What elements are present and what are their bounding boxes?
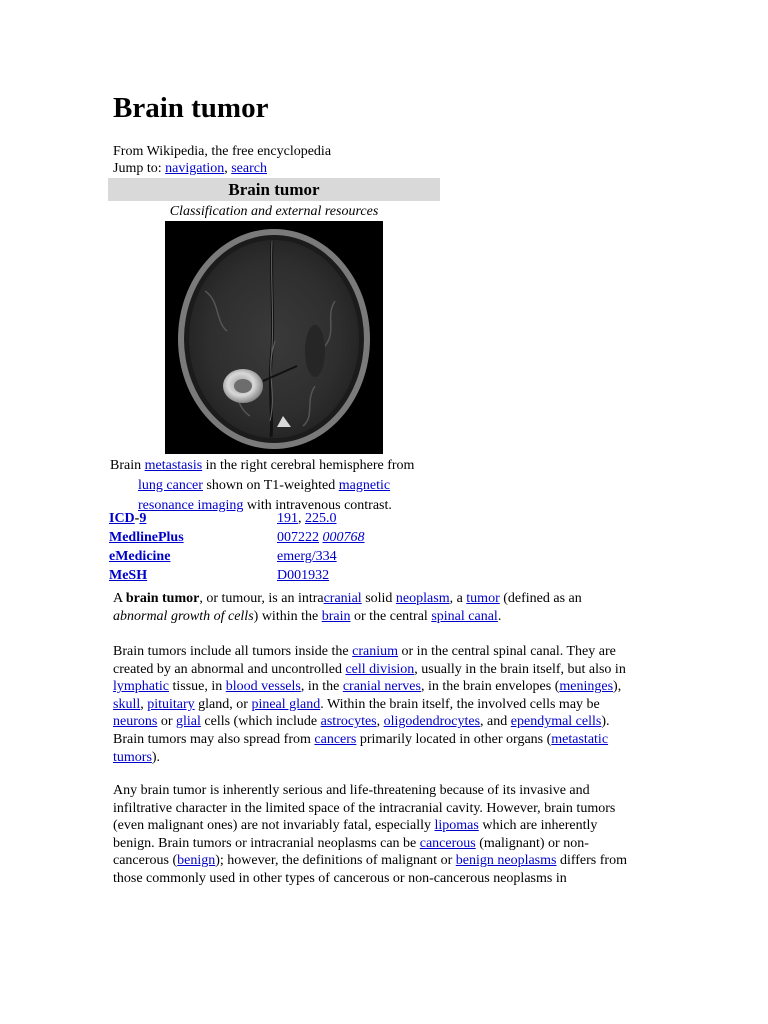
emedicine-link[interactable]: eMedicine [109, 549, 171, 564]
brain-mri-image[interactable] [165, 221, 383, 454]
pituitary-link[interactable]: pituitary [147, 696, 195, 712]
icd-separator: - [134, 511, 140, 526]
text: , in the brain envelopes ( [420, 679, 560, 695]
text: , [140, 696, 148, 712]
text: , or tumour, is an intra [199, 591, 324, 606]
severity-paragraph [113, 782, 633, 888]
text: cells (which include [200, 714, 321, 730]
caption-text: with intravenous contrast. [243, 498, 392, 513]
medlineplus-code-link[interactable]: 000768 [322, 530, 365, 545]
benign-link[interactable]: benign [177, 853, 216, 869]
infobox-caption [110, 456, 440, 516]
cranium-link[interactable]: cranium [352, 644, 399, 659]
text: , usually in the brain itself, but also in [414, 661, 626, 677]
text: , [376, 714, 384, 730]
benign-neoplasms-link[interactable]: benign neoplasms [455, 853, 557, 869]
text: Brain tumors include all tumors inside the [113, 644, 353, 659]
blood-vessels-link[interactable]: blood vessels [225, 679, 301, 695]
infobox-subtitle: Classification and external resources [169, 204, 379, 219]
skull-link[interactable]: skull [113, 696, 141, 712]
cancerous-link[interactable]: cancerous [419, 835, 476, 851]
text: or in the central spinal canal. They are created by an abnormal and uncontrolled [113, 644, 616, 677]
text: Any brain tumor is inherently serious and life-threatening because of its invasive and infiltrative character in the limited space of the intracranial cavity. However, brain tumors (even malignant ones) are not invariably fatal, especially [113, 783, 616, 834]
ependymal-cells-link[interactable]: ependymal cells [510, 714, 602, 730]
intro-paragraph [113, 590, 633, 625]
emedicine-code-link[interactable]: emerg/334 [277, 549, 337, 564]
cranial-link[interactable]: cranial [323, 591, 362, 606]
pineal-gland-link[interactable]: pineal gland [251, 696, 321, 712]
neoplasm-link[interactable]: neoplasm [395, 591, 450, 606]
icd-9-link[interactable]: 9 [139, 511, 147, 526]
text: ); however, the definitions of malignant or [215, 853, 456, 869]
infobox-title: Brain tumor [108, 178, 440, 201]
cancers-link[interactable]: cancers [314, 731, 357, 747]
caption-text: Brain [110, 458, 145, 473]
bold-term: brain tumor [125, 591, 200, 606]
site-tagline: From Wikipedia, the free encyclopedia [113, 144, 332, 159]
text: (defined as an [499, 591, 582, 606]
resonance-imaging-link[interactable]: resonance imaging [138, 498, 244, 513]
navigation-link[interactable]: navigation [165, 161, 225, 176]
page-title: Brain tumor [113, 92, 269, 124]
text: which are inherently benign. Brain tumors or intracranial neoplasms can be [113, 818, 598, 851]
medlineplus-link[interactable]: MedlinePlus [109, 530, 184, 545]
icd-code-link[interactable]: 191 [277, 511, 298, 526]
lung-cancer-link[interactable]: lung cancer [138, 478, 203, 493]
icd-code-link[interactable]: 225.0 [305, 511, 337, 526]
magnetic-link[interactable]: magnetic [338, 478, 391, 493]
oligodendrocytes-link[interactable]: oligodendrocytes [383, 714, 481, 730]
text: tissue, in [169, 679, 226, 695]
text: ), [613, 679, 622, 695]
text: , a [449, 591, 467, 606]
text: . [497, 608, 502, 624]
caption-text: in the right cerebral hemisphere from [202, 458, 415, 473]
medlineplus-code-link[interactable]: 007222 [277, 530, 319, 545]
italic-text: abnormal growth of cells [113, 608, 254, 624]
value-separator: , [298, 511, 305, 526]
caption-text: shown on T1-weighted [202, 478, 339, 493]
search-link[interactable]: search [231, 161, 267, 176]
metastatic-tumors-link[interactable]: metastatic tumors [113, 731, 609, 765]
text: or [157, 714, 176, 730]
metastasis-link[interactable]: metastasis [144, 458, 203, 473]
lymphatic-link[interactable]: lymphatic [113, 679, 169, 695]
mesh-link[interactable]: MeSH [109, 568, 148, 583]
glial-link[interactable]: glial [176, 714, 201, 730]
jump-to-label: Jump to: [113, 161, 166, 176]
text: , in the [300, 679, 343, 695]
infobox-row-medlineplus [109, 528, 439, 547]
text: primarily located in other organs ( [356, 731, 552, 747]
spinal-canal-link[interactable]: spinal canal [431, 608, 498, 624]
jump-separator: , [224, 161, 232, 176]
astrocytes-link[interactable]: astrocytes [320, 714, 377, 730]
brain-link[interactable]: brain [321, 608, 351, 624]
text: , and [480, 714, 511, 730]
infobox-row-mesh [109, 566, 439, 585]
cranial-nerves-link[interactable]: cranial nerves [342, 679, 421, 695]
text: A [113, 591, 126, 606]
tumor-types-paragraph [113, 643, 633, 766]
tumor-link[interactable]: tumor [466, 591, 500, 606]
text: . Within the brain itself, the involved cells may be [320, 696, 600, 712]
text: solid [361, 591, 396, 606]
lipomas-link[interactable]: lipomas [434, 818, 479, 834]
infobox-row-icd [109, 509, 439, 528]
text: (malignant) or non-cancerous ( [113, 835, 589, 869]
infobox-row-emedicine [109, 547, 439, 566]
text: ). [151, 749, 161, 765]
text: or the central [350, 608, 432, 624]
jump-to-line [113, 160, 267, 178]
text: ) within the [253, 608, 322, 624]
infobox [108, 178, 440, 583]
text: ). Brain tumors may also spread from [113, 714, 610, 747]
neurons-link[interactable]: neurons [113, 714, 158, 730]
text: gland, or [194, 696, 252, 712]
mesh-code-link[interactable]: D001932 [277, 568, 330, 583]
meninges-link[interactable]: meninges [559, 679, 614, 695]
cell-division-link[interactable]: cell division [345, 661, 415, 677]
icd-link[interactable]: ICD [109, 511, 135, 526]
text: differs from those commonly used in other types of cancerous or non-cancerous neoplasms in [113, 853, 627, 886]
